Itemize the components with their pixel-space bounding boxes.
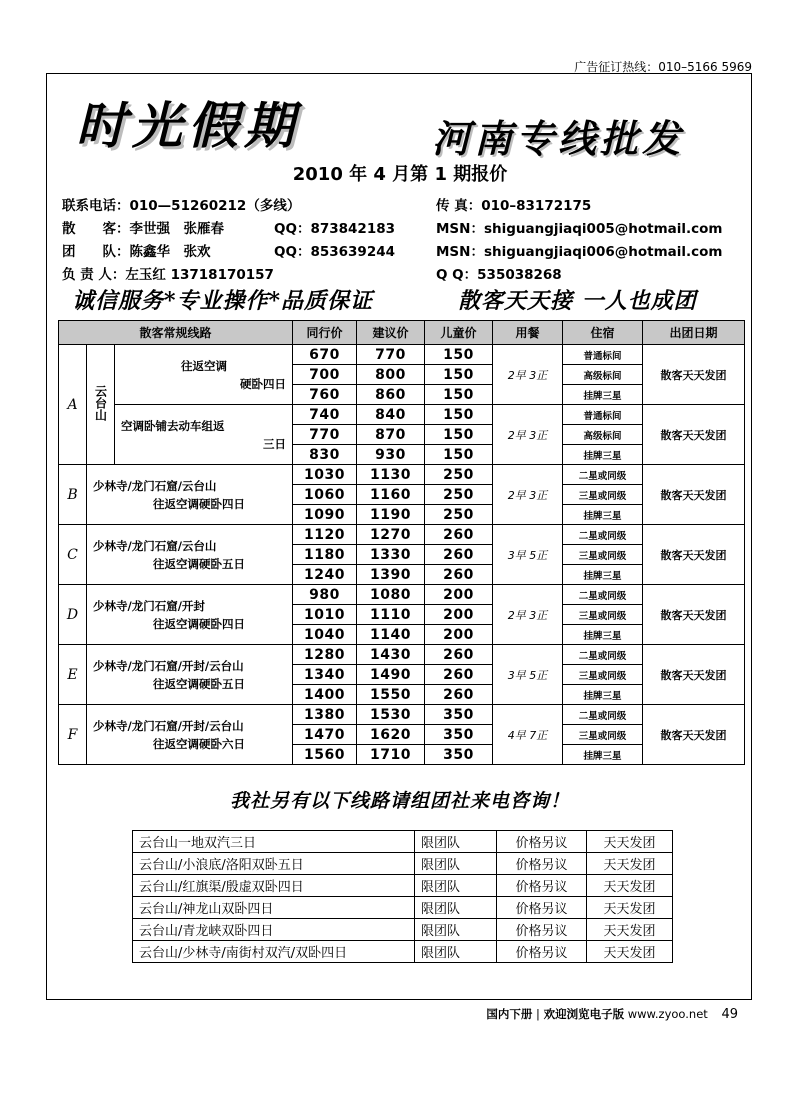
contact-individual-qq bbox=[274, 217, 395, 237]
individual-names: 李世强 张雁春 bbox=[129, 221, 224, 237]
table-row bbox=[59, 705, 745, 725]
meals: 2早 3正 bbox=[493, 345, 563, 405]
route-line-1: 少林寺/龙门石窟/开封/云台山 bbox=[93, 718, 244, 733]
route-code: B bbox=[59, 465, 87, 525]
trade-price: 760 bbox=[293, 385, 357, 405]
table-row bbox=[59, 645, 745, 665]
trade-price: 1240 bbox=[293, 565, 357, 585]
contact-manager bbox=[62, 263, 274, 283]
table-row bbox=[59, 585, 745, 605]
child-price: 350 bbox=[425, 725, 493, 745]
qq-label: QQ： bbox=[274, 221, 311, 237]
child-price: 260 bbox=[425, 545, 493, 565]
route-line-2: 往返空调硬卧四日 bbox=[153, 496, 245, 511]
footer-site[interactable]: www.zyoo.net bbox=[627, 1007, 708, 1021]
extra-type: 限团队 bbox=[415, 941, 497, 963]
lodging: 普通标间 bbox=[563, 345, 643, 365]
meals: 3早 5正 bbox=[493, 525, 563, 585]
footer-section: 国内下册 bbox=[486, 1007, 533, 1021]
child-price: 260 bbox=[425, 665, 493, 685]
lodging: 三星或同级 bbox=[563, 665, 643, 685]
lodging: 挂牌三星 bbox=[563, 505, 643, 525]
table-row bbox=[133, 831, 673, 853]
route-code: D bbox=[59, 585, 87, 645]
child-price: 250 bbox=[425, 505, 493, 525]
trade-price: 1340 bbox=[293, 665, 357, 685]
manager-label: 负 责 人： bbox=[62, 267, 126, 283]
route-line-1: 少林寺/龙门石窟/云台山 bbox=[93, 478, 217, 493]
group-notice: 我社另有以下线路请组团社来电咨询！ bbox=[229, 790, 570, 812]
meals: 2早 3正 bbox=[493, 465, 563, 525]
extra-departure: 天天发团 bbox=[587, 897, 673, 919]
qq-value: 535038268 bbox=[477, 267, 562, 283]
issue-heading: 2010 年 4 月第 1 期报价 bbox=[292, 164, 508, 185]
trade-price: 1280 bbox=[293, 645, 357, 665]
child-price: 150 bbox=[425, 345, 493, 365]
child-price: 260 bbox=[425, 525, 493, 545]
trade-price: 1030 bbox=[293, 465, 357, 485]
child-price: 150 bbox=[425, 425, 493, 445]
ad-hotline: 广告征订热线：010–5166 5969 bbox=[574, 60, 752, 74]
extra-type: 限团队 bbox=[415, 919, 497, 941]
route-description bbox=[87, 525, 293, 585]
lodging: 三星或同级 bbox=[563, 485, 643, 505]
lodging: 三星或同级 bbox=[563, 725, 643, 745]
lodging: 三星或同级 bbox=[563, 605, 643, 625]
lodging: 挂牌三星 bbox=[563, 385, 643, 405]
trade-price: 830 bbox=[293, 445, 357, 465]
phone-value: 010—51260212（多线） bbox=[129, 198, 301, 214]
suggested-price: 1130 bbox=[357, 465, 425, 485]
contact-manager-qq bbox=[436, 263, 562, 283]
table-header-row bbox=[59, 321, 745, 345]
trade-price: 1060 bbox=[293, 485, 357, 505]
trade-price: 1180 bbox=[293, 545, 357, 565]
route-description bbox=[87, 465, 293, 525]
qq-value: 853639244 bbox=[310, 244, 395, 260]
destination-text: 云台山 bbox=[93, 385, 108, 421]
page-number: 49 bbox=[721, 1007, 738, 1022]
lodging: 二星或同级 bbox=[563, 585, 643, 605]
contact-individual-msn bbox=[436, 217, 722, 237]
table-row bbox=[133, 919, 673, 941]
route-destination bbox=[87, 345, 115, 465]
suggested-price: 1270 bbox=[357, 525, 425, 545]
extra-price: 价格另议 bbox=[497, 941, 587, 963]
route-line-2: 往返空调硬卧六日 bbox=[153, 736, 245, 751]
meals: 2早 3正 bbox=[493, 585, 563, 645]
extra-departure: 天天发团 bbox=[587, 853, 673, 875]
lodging: 二星或同级 bbox=[563, 465, 643, 485]
suggested-price: 1080 bbox=[357, 585, 425, 605]
trade-price: 1380 bbox=[293, 705, 357, 725]
qq-label: Q Q： bbox=[436, 267, 478, 283]
table-row bbox=[133, 897, 673, 919]
route-description bbox=[87, 585, 293, 645]
suggested-price: 860 bbox=[357, 385, 425, 405]
extra-type: 限团队 bbox=[415, 875, 497, 897]
suggested-price: 1550 bbox=[357, 685, 425, 705]
route-line-1: 少林寺/龙门石窟/云台山 bbox=[93, 538, 217, 553]
lodging: 三星或同级 bbox=[563, 545, 643, 565]
child-price: 150 bbox=[425, 385, 493, 405]
route-line-2: 往返空调硬卧五日 bbox=[153, 676, 245, 691]
table-row bbox=[133, 941, 673, 963]
route-code: A bbox=[59, 345, 87, 465]
lodging: 挂牌三星 bbox=[563, 565, 643, 585]
child-price: 260 bbox=[425, 645, 493, 665]
child-price: 200 bbox=[425, 585, 493, 605]
departure: 散客天天发团 bbox=[643, 585, 745, 645]
suggested-price: 1140 bbox=[357, 625, 425, 645]
extra-type: 限团队 bbox=[415, 897, 497, 919]
msn-value[interactable]: shiguangjiaqi005@hotmail.com bbox=[483, 221, 723, 237]
suggested-price: 1160 bbox=[357, 485, 425, 505]
suggested-price: 840 bbox=[357, 405, 425, 425]
extra-route: 云台山/神龙山双卧四日 bbox=[133, 897, 415, 919]
extra-departure: 天天发团 bbox=[587, 831, 673, 853]
lodging: 挂牌三星 bbox=[563, 685, 643, 705]
route-description bbox=[87, 705, 293, 765]
header-child-price: 儿童价 bbox=[425, 321, 493, 345]
brand-title: 时光假期 bbox=[76, 96, 300, 155]
contact-phone bbox=[62, 194, 300, 214]
qq-label: QQ： bbox=[274, 244, 311, 260]
lodging: 挂牌三星 bbox=[563, 625, 643, 645]
child-price: 260 bbox=[425, 565, 493, 585]
extra-price: 价格另议 bbox=[497, 875, 587, 897]
lodging: 挂牌三星 bbox=[563, 745, 643, 765]
departure: 散客天天发团 bbox=[643, 525, 745, 585]
lodging: 二星或同级 bbox=[563, 705, 643, 725]
suggested-price: 770 bbox=[357, 345, 425, 365]
route-description bbox=[87, 645, 293, 705]
lodging: 高级标间 bbox=[563, 365, 643, 385]
manager-value: 左玉红 13718170157 bbox=[125, 267, 274, 283]
suggested-price: 1390 bbox=[357, 565, 425, 585]
table-row bbox=[59, 405, 745, 425]
route-line-2: 往返空调硬卧四日 bbox=[153, 616, 245, 631]
route-code: F bbox=[59, 705, 87, 765]
child-price: 150 bbox=[425, 405, 493, 425]
slogan-left: 诚信服务*专业操作*品质保证 bbox=[72, 288, 374, 314]
slogan-right: 散客天天接 一人也成团 bbox=[458, 288, 697, 314]
suggested-price: 870 bbox=[357, 425, 425, 445]
extra-type: 限团队 bbox=[415, 831, 497, 853]
table-row bbox=[59, 465, 745, 485]
departure: 散客天天发团 bbox=[643, 645, 745, 705]
suggested-price: 1530 bbox=[357, 705, 425, 725]
trade-price: 1090 bbox=[293, 505, 357, 525]
trade-price: 700 bbox=[293, 365, 357, 385]
extra-price: 价格另议 bbox=[497, 919, 587, 941]
contact-group-msn bbox=[436, 240, 722, 260]
child-price: 200 bbox=[425, 605, 493, 625]
group-names: 陈鑫华 张欢 bbox=[129, 244, 211, 260]
page-footer bbox=[486, 1006, 738, 1022]
trade-price: 740 bbox=[293, 405, 357, 425]
suggested-price: 800 bbox=[357, 365, 425, 385]
route-line-1: 空调卧铺去动车组返 bbox=[121, 418, 225, 433]
route-description bbox=[115, 345, 293, 405]
fax-label: 传 真： bbox=[436, 198, 482, 214]
trade-price: 980 bbox=[293, 585, 357, 605]
contact-individual bbox=[62, 217, 224, 237]
child-price: 200 bbox=[425, 625, 493, 645]
extra-route: 云台山/小浪底/洛阳双卧五日 bbox=[133, 853, 415, 875]
table-row bbox=[59, 345, 745, 365]
trade-price: 770 bbox=[293, 425, 357, 445]
header-route: 散客常规线路 bbox=[59, 321, 293, 345]
extra-price: 价格另议 bbox=[497, 831, 587, 853]
lodging: 二星或同级 bbox=[563, 645, 643, 665]
header-meals: 用餐 bbox=[493, 321, 563, 345]
suggested-price: 1110 bbox=[357, 605, 425, 625]
meals: 4早 7正 bbox=[493, 705, 563, 765]
meals: 3早 5正 bbox=[493, 645, 563, 705]
extra-departure: 天天发团 bbox=[587, 875, 673, 897]
extra-type: 限团队 bbox=[415, 853, 497, 875]
contact-fax bbox=[436, 194, 591, 214]
route-line-1: 往返空调 bbox=[181, 358, 227, 373]
fax-value: 010–83172175 bbox=[481, 198, 592, 214]
suggested-price: 1190 bbox=[357, 505, 425, 525]
route-line-1: 少林寺/龙门石窟/开封 bbox=[93, 598, 205, 613]
meals: 2早 3正 bbox=[493, 405, 563, 465]
contact-group bbox=[62, 240, 211, 260]
trade-price: 1400 bbox=[293, 685, 357, 705]
departure: 散客天天发团 bbox=[643, 405, 745, 465]
header-departure: 出团日期 bbox=[643, 321, 745, 345]
lodging: 高级标间 bbox=[563, 425, 643, 445]
child-price: 350 bbox=[425, 705, 493, 725]
trade-price: 1120 bbox=[293, 525, 357, 545]
individual-label: 散 客： bbox=[62, 221, 130, 237]
lodging: 挂牌三星 bbox=[563, 445, 643, 465]
footer-welcome: 欢迎浏览电子版 bbox=[543, 1007, 625, 1021]
suggested-price: 1710 bbox=[357, 745, 425, 765]
extra-route: 云台山/青龙峡双卧四日 bbox=[133, 919, 415, 941]
departure: 散客天天发团 bbox=[643, 705, 745, 765]
extra-route: 云台山/红旗渠/殷虚双卧四日 bbox=[133, 875, 415, 897]
route-description bbox=[115, 405, 293, 465]
extra-route: 云台山一地双汽三日 bbox=[133, 831, 415, 853]
trade-price: 1470 bbox=[293, 725, 357, 745]
trade-price: 1010 bbox=[293, 605, 357, 625]
extra-departure: 天天发团 bbox=[587, 941, 673, 963]
footer-divider: | bbox=[536, 1007, 544, 1021]
extra-routes-table bbox=[132, 830, 673, 963]
departure: 散客天天发团 bbox=[643, 345, 745, 405]
trade-price: 670 bbox=[293, 345, 357, 365]
suggested-price: 1620 bbox=[357, 725, 425, 745]
child-price: 250 bbox=[425, 485, 493, 505]
trade-price: 1560 bbox=[293, 745, 357, 765]
route-line-2: 硬卧四日 bbox=[240, 376, 287, 391]
route-line-1: 少林寺/龙门石窟/开封/云台山 bbox=[93, 658, 244, 673]
child-price: 350 bbox=[425, 745, 493, 765]
trade-price: 1040 bbox=[293, 625, 357, 645]
suggested-price: 1430 bbox=[357, 645, 425, 665]
qq-value: 873842183 bbox=[310, 221, 395, 237]
route-line-2: 三日 bbox=[263, 436, 287, 451]
table-row bbox=[133, 853, 673, 875]
msn-label: MSN： bbox=[436, 244, 484, 260]
child-price: 250 bbox=[425, 465, 493, 485]
route-code: C bbox=[59, 525, 87, 585]
suggested-price: 1490 bbox=[357, 665, 425, 685]
table-row bbox=[59, 525, 745, 545]
msn-value[interactable]: shiguangjiaqi006@hotmail.com bbox=[483, 244, 723, 260]
suggested-price: 1330 bbox=[357, 545, 425, 565]
extra-route: 云台山/少林寺/南街村双汽/双卧四日 bbox=[133, 941, 415, 963]
brand-subtitle: 河南专线批发 bbox=[432, 116, 685, 161]
child-price: 150 bbox=[425, 445, 493, 465]
contact-group-qq bbox=[274, 240, 395, 260]
phone-label: 联系电话： bbox=[62, 198, 130, 214]
child-price: 260 bbox=[425, 685, 493, 705]
departure: 散客天天发团 bbox=[643, 465, 745, 525]
msn-label: MSN： bbox=[436, 221, 484, 237]
route-line-2: 往返空调硬卧五日 bbox=[153, 556, 245, 571]
child-price: 150 bbox=[425, 365, 493, 385]
extra-departure: 天天发团 bbox=[587, 919, 673, 941]
lodging: 二星或同级 bbox=[563, 525, 643, 545]
route-code: E bbox=[59, 645, 87, 705]
extra-price: 价格另议 bbox=[497, 853, 587, 875]
header-trade-price: 同行价 bbox=[293, 321, 357, 345]
price-table bbox=[58, 320, 745, 765]
header-lodging: 住宿 bbox=[563, 321, 643, 345]
extra-price: 价格另议 bbox=[497, 897, 587, 919]
lodging: 普通标间 bbox=[563, 405, 643, 425]
suggested-price: 930 bbox=[357, 445, 425, 465]
header-suggested-price: 建议价 bbox=[357, 321, 425, 345]
group-label: 团 队： bbox=[62, 244, 130, 260]
table-row bbox=[133, 875, 673, 897]
